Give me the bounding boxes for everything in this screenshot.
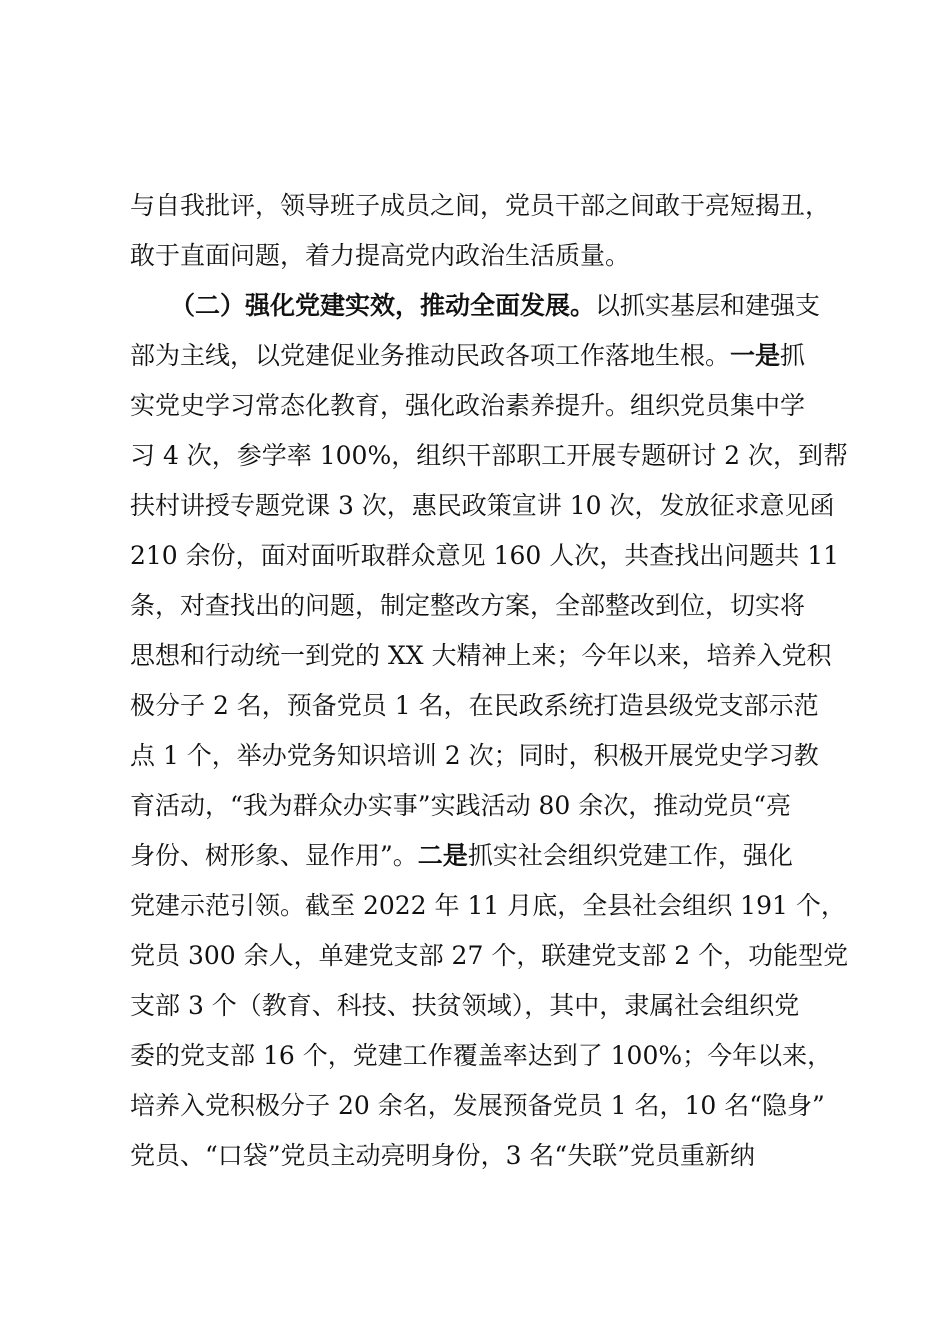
text-line — [130, 339, 830, 373]
text-line — [130, 989, 830, 1023]
text-line — [130, 439, 849, 473]
item-marker: 二是 — [417, 841, 468, 870]
text-segment: 抓实社会组织党建工作，强化 — [467, 841, 793, 870]
text-line — [130, 639, 830, 673]
text-segment: 委的党支部 16 个，党建工作覆盖率达到了 100%；今年以来， — [130, 1041, 833, 1070]
text-segment: 身份、树形象、显作用”。 — [130, 841, 418, 870]
text-line — [130, 539, 840, 573]
text-line — [130, 1089, 830, 1123]
text-segment: 点 1 个，举办党务知识培训 2 次；同时，积极开展党史学习教 — [130, 741, 819, 770]
text-segment: 敢于直面问题，着力提高党内政治生活质量。 — [130, 241, 631, 270]
text-line — [130, 589, 830, 623]
text-segment: 以抓实基层和建强支 — [595, 291, 821, 320]
text-segment: 习 4 次，参学率 100%，组织干部职工开展专题研讨 2 次，到帮 — [130, 441, 849, 470]
text-segment: 部为主线，以党建促业务推动民政各项工作落地生根。 — [130, 341, 731, 370]
text-line — [130, 889, 846, 923]
text-line — [130, 239, 830, 273]
text-segment: 育活动，“我为群众办实事”实践活动 80 余次，推动党员“亮 — [130, 791, 792, 820]
text-segment: 极分子 2 名，预备党员 1 名，在民政系统打造县级党支部示范 — [130, 691, 819, 720]
text-segment: 条，对查找出的问题，制定整改方案，全部整改到位，切实将 — [130, 591, 806, 620]
text-segment: 210 余份，面对面听取群众意见 160 人次，共查找出问题共 11 — [130, 541, 840, 570]
text-line — [130, 839, 830, 873]
text-line — [130, 739, 830, 773]
text-line — [130, 489, 835, 523]
text-segment: 培养入党积极分子 20 余名，发展预备党员 1 名，10 名“隐身” — [130, 1091, 825, 1120]
text-line — [130, 939, 849, 973]
text-segment: 党员 300 余人，单建党支部 27 个，联建党支部 2 个，功能型党 — [130, 941, 849, 970]
text-line — [130, 389, 830, 423]
text-segment: 党员、“口袋”党员主动亮明身份，3 名“失联”党员重新纳 — [130, 1141, 755, 1170]
text-line — [130, 1139, 830, 1173]
item-marker: 一是 — [730, 341, 781, 370]
text-segment: 与自我批评，领导班子成员之间，党员干部之间敢于亮短揭丑， — [130, 191, 831, 220]
text-line — [130, 1039, 833, 1073]
text-segment: 实党史学习常态化教育，强化政治素养提升。组织党员集中学 — [130, 391, 806, 420]
text-segment: 抓 — [780, 341, 806, 370]
text-segment: 扶村讲授专题党课 3 次，惠民政策宣讲 10 次，发放征求意见函 — [130, 491, 835, 520]
text-segment: 党建示范引领。截至 2022 年 11 月底，全县社会组织 191 个， — [130, 891, 846, 920]
text-line — [130, 189, 830, 223]
text-line — [130, 689, 830, 723]
section-heading-line — [170, 289, 870, 323]
section-heading: （二）强化党建实效，推动全面发展。 — [170, 291, 596, 320]
text-segment: 支部 3 个（教育、科技、扶贫领域），其中，隶属社会组织党 — [130, 991, 800, 1020]
text-segment: 思想和行动统一到党的 XX 大精神上来；今年以来，培养入党积 — [130, 641, 832, 670]
text-line — [130, 789, 830, 823]
